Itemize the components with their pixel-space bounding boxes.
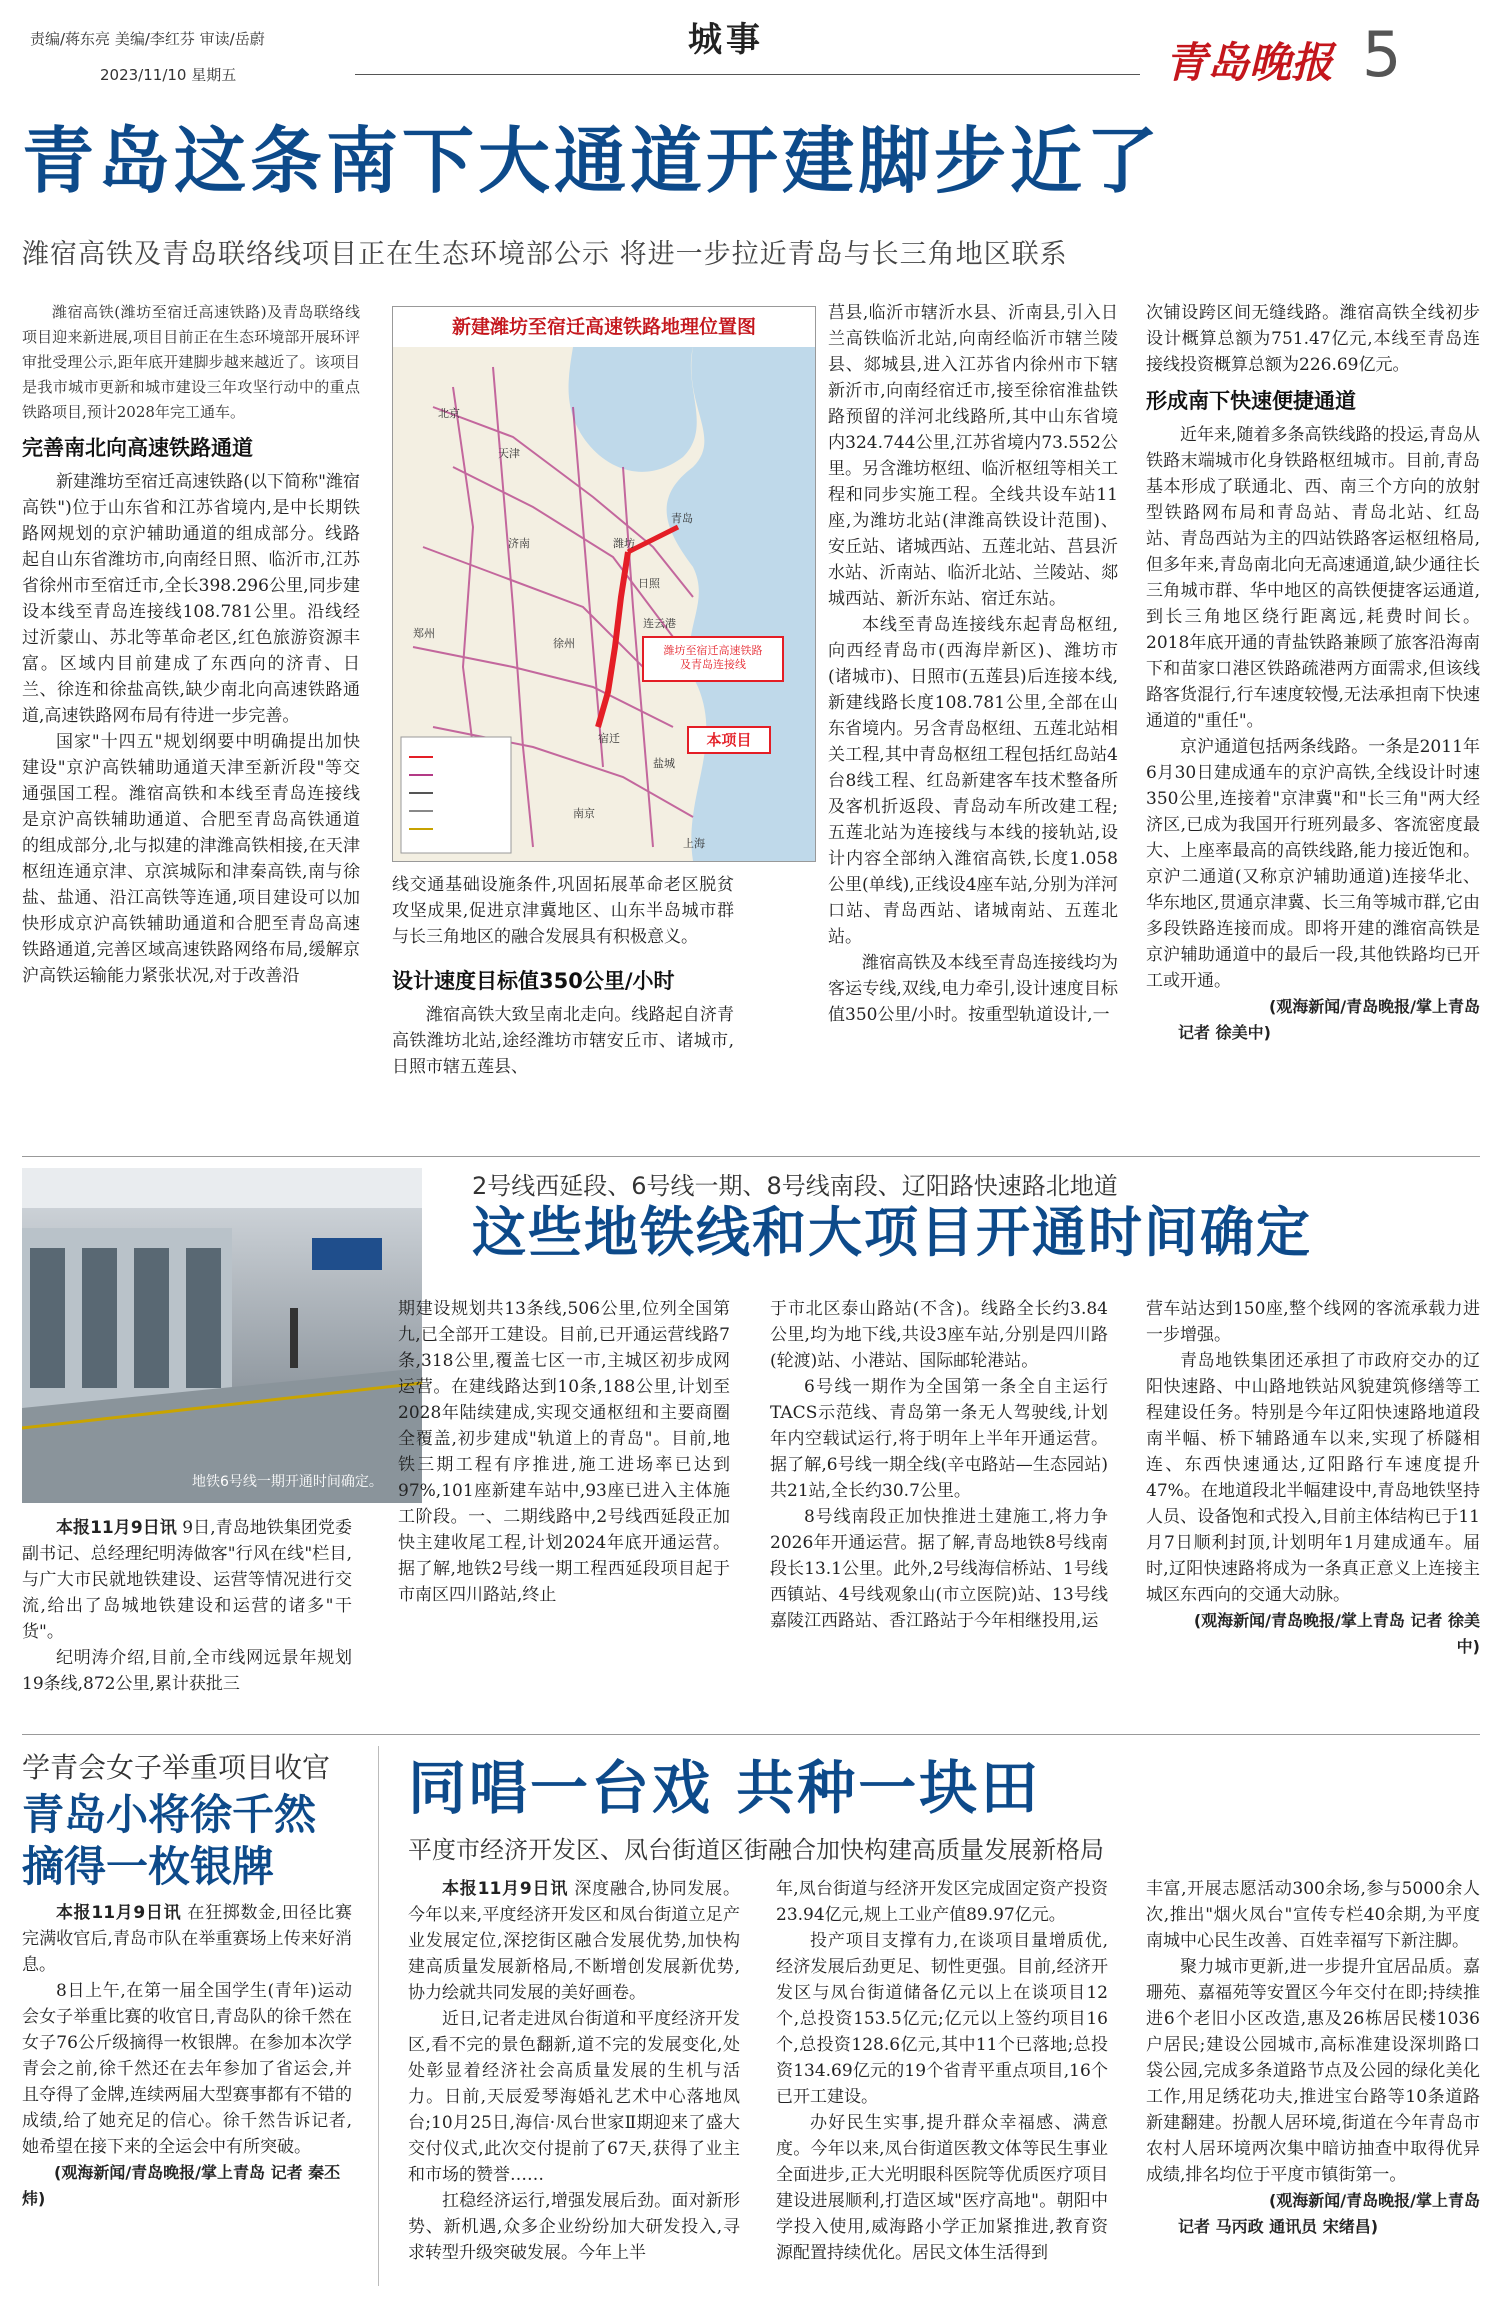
article3-lead: 在狂掷数金,田径比赛完满收官后,青岛市队在举重赛场上传来好消息。 <box>22 1903 352 1975</box>
subway-photo-graphic <box>22 1168 422 1503</box>
article1-paragraph: 本线至青岛连接线东起青岛枢纽,向西经青岛市(西海岸新区)、潍坊市(诸城市)、日照市(五莲县)后连接本线,新建线路长度108.781公里,全部在山东省境内。另含青岛枢纽、五莲北站相关工程,其中青岛枢纽工程包括红岛站4台8线工程、红岛新建客车技术整备所及客机折返段、青岛动车所改建工程;五莲北站为连接线与本线的接轨站,设计内容全部纳入潍宿高铁,长度1.058公里(单线),正线设4座车站,分别为洋河口站、青岛西站、诸城南站、五莲北站。 <box>828 615 1118 947</box>
editors-line: 责编/蒋东亮 美编/李红芬 审读/岳蔚 <box>30 30 265 48</box>
article3-dateline: 本报11月9日讯 <box>56 1903 182 1923</box>
svg-text:天津: 天津 <box>498 447 520 460</box>
article2-col4 <box>1146 1296 1480 1816</box>
map-legend-label: 潍坊至宿迁高速铁路及青岛连接线 <box>663 644 763 671</box>
article3-byline: (观海新闻/青岛晚报/掌上青岛 记者 秦丕炜) <box>22 2163 341 2208</box>
railway-location-map <box>392 306 816 862</box>
article2-paragraph: 营车站达到150座,整个线网的客流承载力进一步增强。 <box>1146 1299 1480 1345</box>
svg-text:上海: 上海 <box>683 837 705 850</box>
svg-text:徐州: 徐州 <box>553 637 575 650</box>
article1-paragraph: 次铺设跨区间无缝线路。潍宿高铁全线初步设计概算总额为751.47亿元,本线至青岛连接线投资概算总额为226.69亿元。 <box>1146 303 1480 375</box>
article2-paragraph: 8号线南段正加快推进土建施工,将力争2026年开通运营。据了解,青岛地铁8号线南段长13.1公里。此外,2号线海信桥站、1号线西镇站、4号线观象山(市立医院)站、13号线嘉陵江西路站、香江路站于今年相继投用,运 <box>770 1507 1108 1631</box>
svg-text:南京: 南京 <box>573 807 595 820</box>
divider <box>22 1734 1480 1735</box>
article1-subhead3: 形成南下快速便捷通道 <box>1146 389 1356 413</box>
article4-lead: 深度融合,协同发展。今年以来,平度经济开发区和凤台街道立足产业发展定位,深挖街区融合发展优势,加快构建高质量发展新格局,不断增创发展新优势,协力绘就共同发展的美好画卷。 <box>408 1879 740 2003</box>
svg-text:青岛: 青岛 <box>671 512 693 525</box>
article3-paragraph: 8日上午,在第一届全国学生(青年)运动会女子举重比赛的收官日,青岛队的徐千然在女子76公斤级摘得一枚银牌。在参加本次学青会之前,徐千然还在去年参加了省运会,并且夺得了金牌,连续两届大型赛事都有不错的成绩,给了她充足的信心。徐千然告诉记者,她希望在接下来的全运会中有所突破。 <box>22 1981 352 2157</box>
article4-paragraph: 年,凤台街道与经济开发区完成固定资产投资23.94亿元,规上工业产值89.97亿元。 <box>776 1879 1108 1925</box>
article2-lead: 9日,青岛地铁集团党委副书记、总经理纪明涛做客"行风在线"栏目,与广大市民就地铁建设、运营等情况进行交流,给出了岛城地铁建设和运营的诸多"干货"。 <box>22 1518 352 1642</box>
article1-subhead2: 设计速度目标值350公里/小时 <box>392 969 675 993</box>
article4-col2 <box>776 1876 1108 2288</box>
photo-caption: 地铁6号线一期开通时间确定。 <box>192 1474 383 1490</box>
svg-text:宿迁: 宿迁 <box>598 732 620 745</box>
article4-col1 <box>408 1876 740 2288</box>
page-number: 5 <box>1362 18 1402 91</box>
article1-paragraph: 新建潍坊至宿迁高速铁路(以下简称"潍宿高铁")位于山东省和江苏省境内,是中长期铁路网规划的京沪辅助通道的组成部分。线路起自山东省潍坊市,向南经日照、临沂市,江苏省徐州市至宿迁市,全长398.296公里,同步建设本线至青岛连接线108.781公里。沿线经过沂蒙山、苏北等革命老区,红色旅游资源丰富。区域内目前建成了东西向的济青、日兰、徐连和徐盐高铁,缺少南北向高速铁路通道,高速铁路网布局有待进一步完善。 <box>22 472 360 726</box>
article4-byline-source: (观海新闻/青岛晚报/掌上青岛 <box>1268 2191 1480 2210</box>
svg-text:济南: 济南 <box>508 537 530 550</box>
article4-byline-reporter: 记者 马丙政 通讯员 宋绪昌) <box>1178 2217 1379 2236</box>
article2-title: 这些地铁线和大项目开通时间确定 <box>472 1201 1312 1264</box>
svg-text:连云港: 连云港 <box>643 617 676 630</box>
article1-byline-reporter: 记者 徐美中) <box>1178 1023 1271 1042</box>
article4-paragraph: 近日,记者走进凤台街道和平度经济开发区,看不完的景色翻新,道不完的发展变化,处处彰显着经济社会高质量发展的生机与活力。日前,天辰爱琴海婚礼艺术中心落地凤台;10月25日,海信·凤台世家Ⅱ期迎来了盛大交付仪式,此次交付提前了67天,获得了业主和市场的赞誉…… <box>408 2009 740 2185</box>
article1-subhead1: 完善南北向高速铁路通道 <box>22 436 253 460</box>
article2-paragraph: 期建设规划共13条线,506公里,位列全国第九,已全部开工建设。目前,已开通运营线路7条,318公里,覆盖七区一市,主城区初步成网运营。在建线路达到10条,188公里,计划至2028年陆续建成,实现交通枢纽和主要商圈全覆盖,初步建成"轨道上的青岛"。目前,地铁三期工程有序推进,施工进场率已达到97%,101座新建车站中,93座已进入主体施工阶段。一、二期线路中,2号线西延段正加快主建收尾工程,计划2024年底开通运营。据了解,地铁2号线一期工程西延段项目起于市南区四川路站,终止 <box>398 1299 730 1605</box>
article4-paragraph: 办好民生实事,提升群众幸福感、满意度。今年以来,凤台街道医教文体等民生事业全面进步,正大光明眼科医院等优质医疗项目建设进展顺利,打造区域"医疗高地"。朝阳中学投入使用,威海路小学正加紧推进,教育资源配置持续优化。居民文体生活得到 <box>776 2113 1108 2263</box>
header-rule <box>355 74 1140 75</box>
article1-subtitle: 潍宿高铁及青岛联络线项目正在生态环境部公示 将进一步拉近青岛与长三角地区联系 <box>22 239 1068 270</box>
svg-text:盐城: 盐城 <box>653 757 675 770</box>
article1-paragraph: 近年来,随着多条高铁线路的投运,青岛从铁路末端城市化身铁路枢纽城市。目前,青岛基本形成了联通北、西、南三个方向的放射型铁路网布局和青岛站、青岛北站、红岛站、青岛西站为主的四站铁路客运枢纽格局,但多年来,青岛南北向无高速通道,缺少通往长三角城市群、华中地区的高铁便捷客运通道,到长三角地区绕行距离远,耗费时间长。2018年底开通的青盐铁路兼顾了旅客沿海南下和苗家口港区铁路疏港两方面需求,但该线路客货混行,行车速度较慢,无法承担南下快速通道的"重任"。 <box>1146 425 1480 731</box>
article4-paragraph: 扛稳经济运行,增强发展后劲。面对新形势、新机遇,众多企业纷纷加大研发投入,寻求转型升级突破发展。今年上半 <box>408 2191 740 2263</box>
article3-body <box>22 1900 352 2290</box>
article2-paragraph: 于市北区泰山路站(不含)。线路全长约3.84公里,均为地下线,共设3座车站,分别是四川路(轮渡)站、小港站、国际邮轮港站。 <box>770 1299 1108 1371</box>
article1-paragraph: 京沪通道包括两条线路。一条是2011年6月30日建成通车的京沪高铁,全线设计时速350公里,连接着"京津冀"和"长三角"两大经济区,已成为我国开行班列最多、客流密度最大、上座率最高的高铁线路,能力接近饱和。京沪二通道(又称京沪辅助通道)连接华北、华东地区,贯通京津冀、长三角等城市群,它由多段铁路连接而成。即将开建的潍宿高铁是京沪辅助通道中的最后一段,其他铁路均已开工或开通。 <box>1146 737 1480 991</box>
article4-col3 <box>1146 1876 1480 2288</box>
article1-paragraph: 线交通基础设施条件,巩固拓展革命老区脱贫攻坚成果,促进京津冀地区、山东半岛城市群与长三角地区的融合发展具有积极意义。 <box>392 875 734 947</box>
map-project-label: 本项目 <box>706 731 752 749</box>
article1-lead: 潍宿高铁(潍坊至宿迁高速铁路)及青岛联络线项目迎来新进展,项目目前正在生态环境部开展环评审批受理公示,距年底开建脚步越来越近了。该项目是我市城市更新和城市建设三年攻坚行动中的重点铁路项目,预计2028年完工通车。 <box>22 303 360 421</box>
article4-subtitle: 平度市经济开发区、凤台街道区街融合加快构建高质量发展新格局 <box>408 1836 1104 1864</box>
map-title: 新建潍坊至宿迁高速铁路地理位置图 <box>393 307 815 347</box>
article1-paragraph: 国家"十四五"规划纲要中明确提出加快建设"京沪高铁辅助通道天津至新沂段"等交通强国工程。潍宿高铁和本线至青岛连接线是京沪高铁辅助通道、合肥至青岛高铁通道的组成部分,北与拟建的津潍高铁相接,在天津枢纽连通京津、京滨城际和津秦高铁,南与徐盐、盐通、沿江高铁等连通,项目建设可以加快形成京沪高铁辅助通道和合肥至青岛高速铁路通道,完善区域高速铁路网络布局,缓解京沪高铁运输能力紧张状况,对于改善沿 <box>22 732 360 986</box>
article2-byline: (观海新闻/青岛晚报/掌上青岛 记者 徐美中) <box>1193 1611 1480 1656</box>
article1-paragraph: 莒县,临沂市辖沂水县、沂南县,引入日兰高铁临沂北站,向南经临沂市辖兰陵县、郯城县,进入江苏省内徐州市下辖新沂市,向南经宿迁市,接至徐宿淮盐铁路预留的洋河北线路所,其中山东省境内324.744公里,江苏省境内73.552公里。另含潍坊枢纽、临沂枢纽等相关工程和同步实施工程。全线共设车站11座,为潍坊北站(津潍高铁设计范围)、安丘站、诸城西站、五莲北站、莒县沂水站、沂南站、临沂北站、兰陵站、郯城西站、新沂东站、宿迁东站。 <box>828 303 1118 609</box>
article3-kicker: 学青会女子举重项目收官 <box>22 1751 331 1784</box>
svg-text:潍坊: 潍坊 <box>613 537 635 550</box>
article2-kicker: 2号线西延段、6号线一期、8号线南段、辽阳路快速路北地道 <box>472 1172 1118 1200</box>
svg-text:日照: 日照 <box>638 577 660 590</box>
article2-col2 <box>398 1296 730 1816</box>
map-graphic <box>393 347 815 861</box>
article4-title: 同唱一台戏 共种一块田 <box>408 1754 1042 1822</box>
article2-col3 <box>770 1296 1108 1816</box>
article3-title-line2: 摘得一枚银牌 <box>22 1842 275 1891</box>
column-divider <box>378 1746 379 2286</box>
article1-paragraph: 潍宿高铁大致呈南北走向。线路起自济青高铁潍坊北站,途经潍坊市辖安丘市、诸城市,日照市辖五莲县、 <box>392 1005 734 1077</box>
article4-paragraph: 丰富,开展志愿活动300余场,参与5000余人次,推出"烟火凤台"宣传专栏40余期,为平度南城中心民生改善、百姓幸福写下新注脚。 <box>1146 1879 1480 1951</box>
article4-paragraph: 聚力城市更新,进一步提升宜居品质。嘉珊苑、嘉福苑等安置区今年交付在即;持续推进6个老旧小区改造,惠及26栋居民楼1036户居民;建设公园城市,高标准建设深圳路口袋公园,完成多条道路节点及公园的绿化美化工作,用足绣花功夫,推进宝台路等10条道路新建翻建。扮靓人居环境,街道在今年青岛市农村人居环境两次集中暗访抽查中取得优异成绩,排名均位于平度市镇街第一。 <box>1146 1957 1480 2185</box>
issue-date: 2023/11/10 星期五 <box>100 66 237 84</box>
subway-platform-photo <box>22 1168 422 1503</box>
article4-dateline: 本报11月9日讯 <box>442 1879 569 1899</box>
section-title: 城事 <box>688 20 764 60</box>
article1-title: 青岛这条南下大通道开建脚步近了 <box>22 119 1163 203</box>
newspaper-logo: 青岛晚报 <box>1165 38 1334 87</box>
article2-paragraph: 纪明涛介绍,目前,全市线网远景年规划19条线,872公里,累计获批三 <box>22 1648 352 1694</box>
svg-text:郑州: 郑州 <box>413 627 435 640</box>
article4-paragraph: 投产项目支撑有力,在谈项目量增质优,经济发展后劲更足、韧性更强。目前,经济开发区与凤台街道储备亿元以上在谈项目12个,总投资153.5亿元;亿元以上签约项目16个,总投资128.6亿元,其中11个已落地;总投资134.69亿元的19个省青平重点项目,16个已开工建设。 <box>776 1931 1108 2107</box>
article1-byline-source: (观海新闻/青岛晚报/掌上青岛 <box>1268 997 1480 1016</box>
article2-paragraph: 6号线一期作为全国第一条全自主运行TACS示范线、青岛第一条无人驾驶线,计划年内空载试运行,将于明年上半年开通运营。据了解,6号线一期全线(辛屯路站—生态园站)共21站,全长约30.7公里。 <box>770 1377 1108 1501</box>
article1-paragraph: 潍宿高铁及本线至青岛连接线均为客运专线,双线,电力牵引,设计速度目标值350公里/小时。按重型轨道设计,一 <box>828 953 1118 1025</box>
article2-dateline: 本报11月9日讯 <box>56 1518 177 1538</box>
svg-text:北京: 北京 <box>438 407 460 420</box>
article3-title-line1: 青岛小将徐千然 <box>22 1790 317 1839</box>
article2-paragraph: 青岛地铁集团还承担了市政府交办的辽阳快速路、中山路地铁站风貌建筑修缮等工程建设任务。特别是今年辽阳快速路地道段南半幅、桥下辅路通车以来,实现了桥隧相连、东西快速通达,辽阳路行车速度提升47%。在地道段北半幅建设中,青岛地铁坚持人员、设备饱和式投入,目前主体结构已于11月7日顺利封顶,计划明年1月建成通车。届时,辽阳快速路将成为一条真正意义上连接主城区东西向的交通大动脉。 <box>1146 1351 1480 1605</box>
divider <box>22 1156 1480 1157</box>
